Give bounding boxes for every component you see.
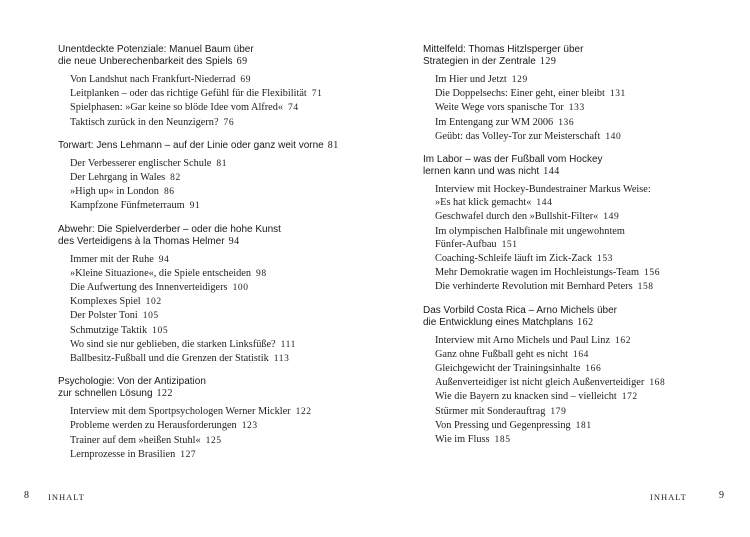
toc-entry xyxy=(435,225,723,238)
toc-entry xyxy=(70,281,358,295)
section-heading-line: des Verteidigens à la Thomas Helmer xyxy=(58,235,225,247)
toc-entry-page: 74 xyxy=(288,103,299,114)
section-page-number: 81 xyxy=(327,139,339,151)
toc-entry-page: 82 xyxy=(170,173,181,184)
section-heading-line: die neue Unberechenbarkeit des Spiels xyxy=(58,56,233,67)
toc-entry-page: 185 xyxy=(494,435,511,446)
toc-entry-title: Von Pressing und Gegenpressing xyxy=(435,419,571,431)
toc-section xyxy=(423,305,723,448)
toc-entry-title: Weite Wege vors spanische Tor xyxy=(435,102,564,114)
toc-entry-page: 158 xyxy=(637,282,654,293)
section-heading-line: Torwart: Jens Lehmann – auf der Linie oder ganz weit vorne xyxy=(58,139,324,151)
section-heading-line: zur schnellen Lösung xyxy=(58,388,153,400)
toc-entry xyxy=(70,309,358,323)
toc-entry xyxy=(70,101,358,115)
toc-entry xyxy=(435,252,723,266)
toc-entry-title: Coaching-Schleife läuft im Zick-Zack xyxy=(435,253,592,265)
section-heading-line: Das Vorbild Costa Rica – Arno Michels über xyxy=(423,304,617,316)
toc-entry-page: 94 xyxy=(158,254,170,265)
toc-entry xyxy=(435,390,723,404)
toc-entry-title: Gleichgewicht der Trainingsinhalte xyxy=(435,363,581,375)
toc-entry-title: Stürmer mit Sonderauftrag xyxy=(435,405,546,417)
running-head-left: INHALT xyxy=(48,492,85,502)
section-heading xyxy=(423,44,723,68)
toc-entry xyxy=(70,199,358,213)
toc-entry-title: Die Aufwertung des Innenverteidigers xyxy=(70,282,228,294)
toc-entry-page: 166 xyxy=(585,364,602,375)
toc-entry-title: Fünfer-Aufbau xyxy=(435,238,497,250)
toc-entry xyxy=(70,324,358,338)
toc-entry-title: Trainer auf dem »heißen Stuhl« xyxy=(70,434,201,446)
toc-entry-title: Komplexes Spiel xyxy=(70,296,141,308)
section-page-number: 69 xyxy=(236,56,248,67)
running-head-right: INHALT xyxy=(650,492,687,502)
toc-entry-page: 81 xyxy=(216,158,228,169)
toc-entry-page: 162 xyxy=(615,335,632,346)
toc-entry-title: Geübt: das Volley-Tor zur Meisterschaft xyxy=(435,130,601,142)
toc-entry xyxy=(435,334,723,348)
toc-entry xyxy=(435,348,723,362)
toc-entry-page: 102 xyxy=(145,297,162,308)
toc-entry-title: Der Lehrgang in Wales xyxy=(70,172,166,184)
section-entries xyxy=(70,405,358,462)
section-heading xyxy=(58,140,358,152)
toc-entry-page: 111 xyxy=(280,339,296,350)
toc-entry-page: 144 xyxy=(536,198,553,209)
toc-entry xyxy=(435,101,723,115)
toc-entry xyxy=(70,73,358,87)
toc-entry-page: 113 xyxy=(273,354,290,365)
section-heading-line: die Entwicklung eines Matchplans xyxy=(423,316,574,328)
toc-entry-page: 136 xyxy=(558,117,575,128)
toc-section xyxy=(58,376,358,462)
toc-entry xyxy=(435,238,723,252)
page-number-left: 8 xyxy=(24,490,29,501)
toc-entry-page: 149 xyxy=(603,212,620,223)
toc-section xyxy=(423,44,723,144)
section-entries xyxy=(70,73,358,130)
toc-section xyxy=(58,44,358,130)
toc-section xyxy=(423,154,723,295)
toc-entry-page: 127 xyxy=(180,449,197,460)
section-entries xyxy=(70,157,358,214)
toc-entry-title: Wie im Fluss xyxy=(435,434,490,446)
toc-entry xyxy=(70,185,358,199)
toc-entry xyxy=(435,116,723,130)
page-number-right: 9 xyxy=(719,490,724,501)
section-heading-line: Abwehr: Die Spielverderber – oder die hohe Kunst xyxy=(58,223,281,235)
toc-entry-title: Schmutzige Taktik xyxy=(70,324,148,336)
toc-entry xyxy=(435,87,723,101)
toc-entry-page: 151 xyxy=(501,239,518,250)
toc-entry-page: 131 xyxy=(609,89,626,100)
toc-entry xyxy=(435,73,723,87)
toc-entry xyxy=(435,362,723,376)
right-toc-column xyxy=(423,44,723,457)
section-page-number: 94 xyxy=(228,235,240,247)
section-entries xyxy=(435,183,723,295)
section-heading-line: Psychologie: Von der Antizipation xyxy=(58,376,206,388)
toc-entry xyxy=(70,434,358,448)
toc-entry xyxy=(70,419,358,433)
toc-entry xyxy=(435,196,723,210)
toc-entry xyxy=(70,338,358,352)
toc-entry xyxy=(70,448,358,462)
toc-entry-title: Der Verbesserer englischer Schule xyxy=(70,157,212,169)
toc-entry-title: Interview mit Hockey-Bundestrainer Markus Weise: xyxy=(435,184,651,196)
toc-entry-page: 168 xyxy=(649,378,666,389)
toc-entry-page: 86 xyxy=(163,187,175,198)
toc-entry xyxy=(70,87,358,101)
section-page-number: 129 xyxy=(539,56,557,67)
toc-entry xyxy=(435,280,723,294)
toc-entry-page: 133 xyxy=(568,103,585,114)
toc-entry xyxy=(70,171,358,185)
toc-entry-title: Die Doppelsechs: Einer geht, einer bleibt xyxy=(435,88,605,100)
toc-entry-title: Interview mit Arno Michels und Paul Linz xyxy=(435,334,611,346)
section-heading xyxy=(423,154,723,178)
toc-entry-page: 125 xyxy=(205,435,222,446)
toc-entry-page: 123 xyxy=(241,421,258,432)
toc-entry-page: 105 xyxy=(152,325,169,336)
toc-section xyxy=(58,224,358,367)
toc-entry-title: Die verhinderte Revolution mit Bernhard Peters xyxy=(435,281,633,293)
toc-entry xyxy=(435,433,723,447)
toc-entry-title: Spielphasen: »Gar keine so blöde Idee vom Alfred« xyxy=(70,102,284,114)
section-heading-line: Strategien in der Zentrale xyxy=(423,56,536,67)
toc-entry-title: Kampfzone Fünfmeterraum xyxy=(70,200,185,212)
toc-entry-title: Leitplanken – oder das richtige Gefühl für die Flexibilität xyxy=(70,88,307,100)
toc-entry-title: Ballbesitz-Fußball und die Grenzen der Statistik xyxy=(70,353,269,365)
toc-entry xyxy=(435,376,723,390)
toc-entry xyxy=(435,419,723,433)
toc-entry-title: Im Entengang zur WM 2006 xyxy=(435,116,554,128)
toc-entry-title: Von Landshut nach Frankfurt-Niederrad xyxy=(70,74,236,85)
toc-entry xyxy=(70,253,358,267)
section-heading-line: Im Labor – was der Fußball vom Hockey xyxy=(423,154,603,166)
toc-entry-title: Ganz ohne Fußball geht es nicht xyxy=(435,348,568,360)
right-page xyxy=(375,0,750,537)
section-entries xyxy=(435,73,723,144)
toc-entry xyxy=(70,352,358,366)
toc-entry-title: Der Polster Toni xyxy=(70,310,138,322)
toc-entry-page: 179 xyxy=(550,406,567,417)
toc-entry-title: Außenverteidiger ist nicht gleich Außenverteidiger xyxy=(435,377,645,389)
toc-entry-title: Mehr Demokratie wagen im Hochleistungs-Team xyxy=(435,267,640,279)
toc-entry-title: Taktisch zurück in den Neunzigern? xyxy=(70,116,219,128)
toc-entry xyxy=(70,295,358,309)
section-page-number: 122 xyxy=(156,388,174,400)
toc-entry-title: Lernprozesse in Brasilien xyxy=(70,448,176,460)
toc-entry-page: 69 xyxy=(240,75,252,85)
section-page-number: 162 xyxy=(577,316,594,328)
section-heading-line: Mittelfeld: Thomas Hitzlsperger über xyxy=(423,44,584,55)
section-heading xyxy=(58,44,358,68)
toc-entry xyxy=(70,405,358,419)
toc-entry xyxy=(435,210,723,224)
toc-entry-title: Geschwafel durch den »Bullshit-Filter« xyxy=(435,211,599,223)
toc-entry-title: Immer mit der Ruhe xyxy=(70,253,154,265)
toc-entry xyxy=(435,266,723,280)
toc-entry-page: 71 xyxy=(311,89,323,100)
section-heading-line: Unentdeckte Potenziale: Manuel Baum über xyxy=(58,44,254,55)
toc-entry-page: 140 xyxy=(605,131,622,142)
toc-entry-title: »Es hat klick gemacht« xyxy=(435,197,532,209)
toc-entry-page: 105 xyxy=(142,311,159,322)
section-heading xyxy=(58,224,358,248)
toc-entry-page: 181 xyxy=(575,420,592,431)
toc-entry-page: 100 xyxy=(232,283,249,294)
section-heading xyxy=(58,376,358,400)
toc-entry-page: 122 xyxy=(295,407,312,418)
toc-entry-title: Wo sind sie nur geblieben, die starken Linksfüße? xyxy=(70,338,276,350)
toc-entry-page: 91 xyxy=(189,201,201,212)
toc-entry-page: 98 xyxy=(256,268,267,279)
section-entries xyxy=(435,334,723,448)
toc-entry xyxy=(435,130,723,144)
left-toc-column xyxy=(58,44,358,472)
toc-entry-page: 164 xyxy=(572,349,590,360)
toc-entry-title: Probleme werden zu Herausforderungen xyxy=(70,420,237,432)
toc-entry-page: 76 xyxy=(223,117,235,128)
toc-entry-page: 156 xyxy=(644,268,661,279)
toc-entry-title: Wie die Bayern zu knacken sind – vielleicht xyxy=(435,391,617,403)
toc-entry-title: Interview mit dem Sportpsychologen Werner Mickler xyxy=(70,406,291,418)
toc-entry-title: Im Hier und Jetzt xyxy=(435,74,507,85)
toc-entry xyxy=(70,116,358,130)
section-entries xyxy=(70,253,358,367)
toc-entry-title: »High up« in London xyxy=(70,186,159,198)
section-heading xyxy=(423,305,723,329)
toc-entry-page: 153 xyxy=(596,254,614,265)
section-page-number: 144 xyxy=(543,166,560,178)
toc-entry xyxy=(70,157,358,171)
toc-entry-page: 129 xyxy=(511,75,528,85)
section-heading-line: lernen kann und was nicht xyxy=(423,166,540,178)
toc-entry xyxy=(70,267,358,281)
toc-section xyxy=(58,140,358,214)
toc-entry-title: »Kleine Situazione«, die Spiele entscheiden xyxy=(70,267,251,279)
toc-entry-title: Im olympischen Halbfinale mit ungewohntem xyxy=(435,225,625,237)
toc-entry-page: 172 xyxy=(621,392,638,403)
toc-entry xyxy=(435,405,723,419)
toc-entry xyxy=(435,183,723,196)
